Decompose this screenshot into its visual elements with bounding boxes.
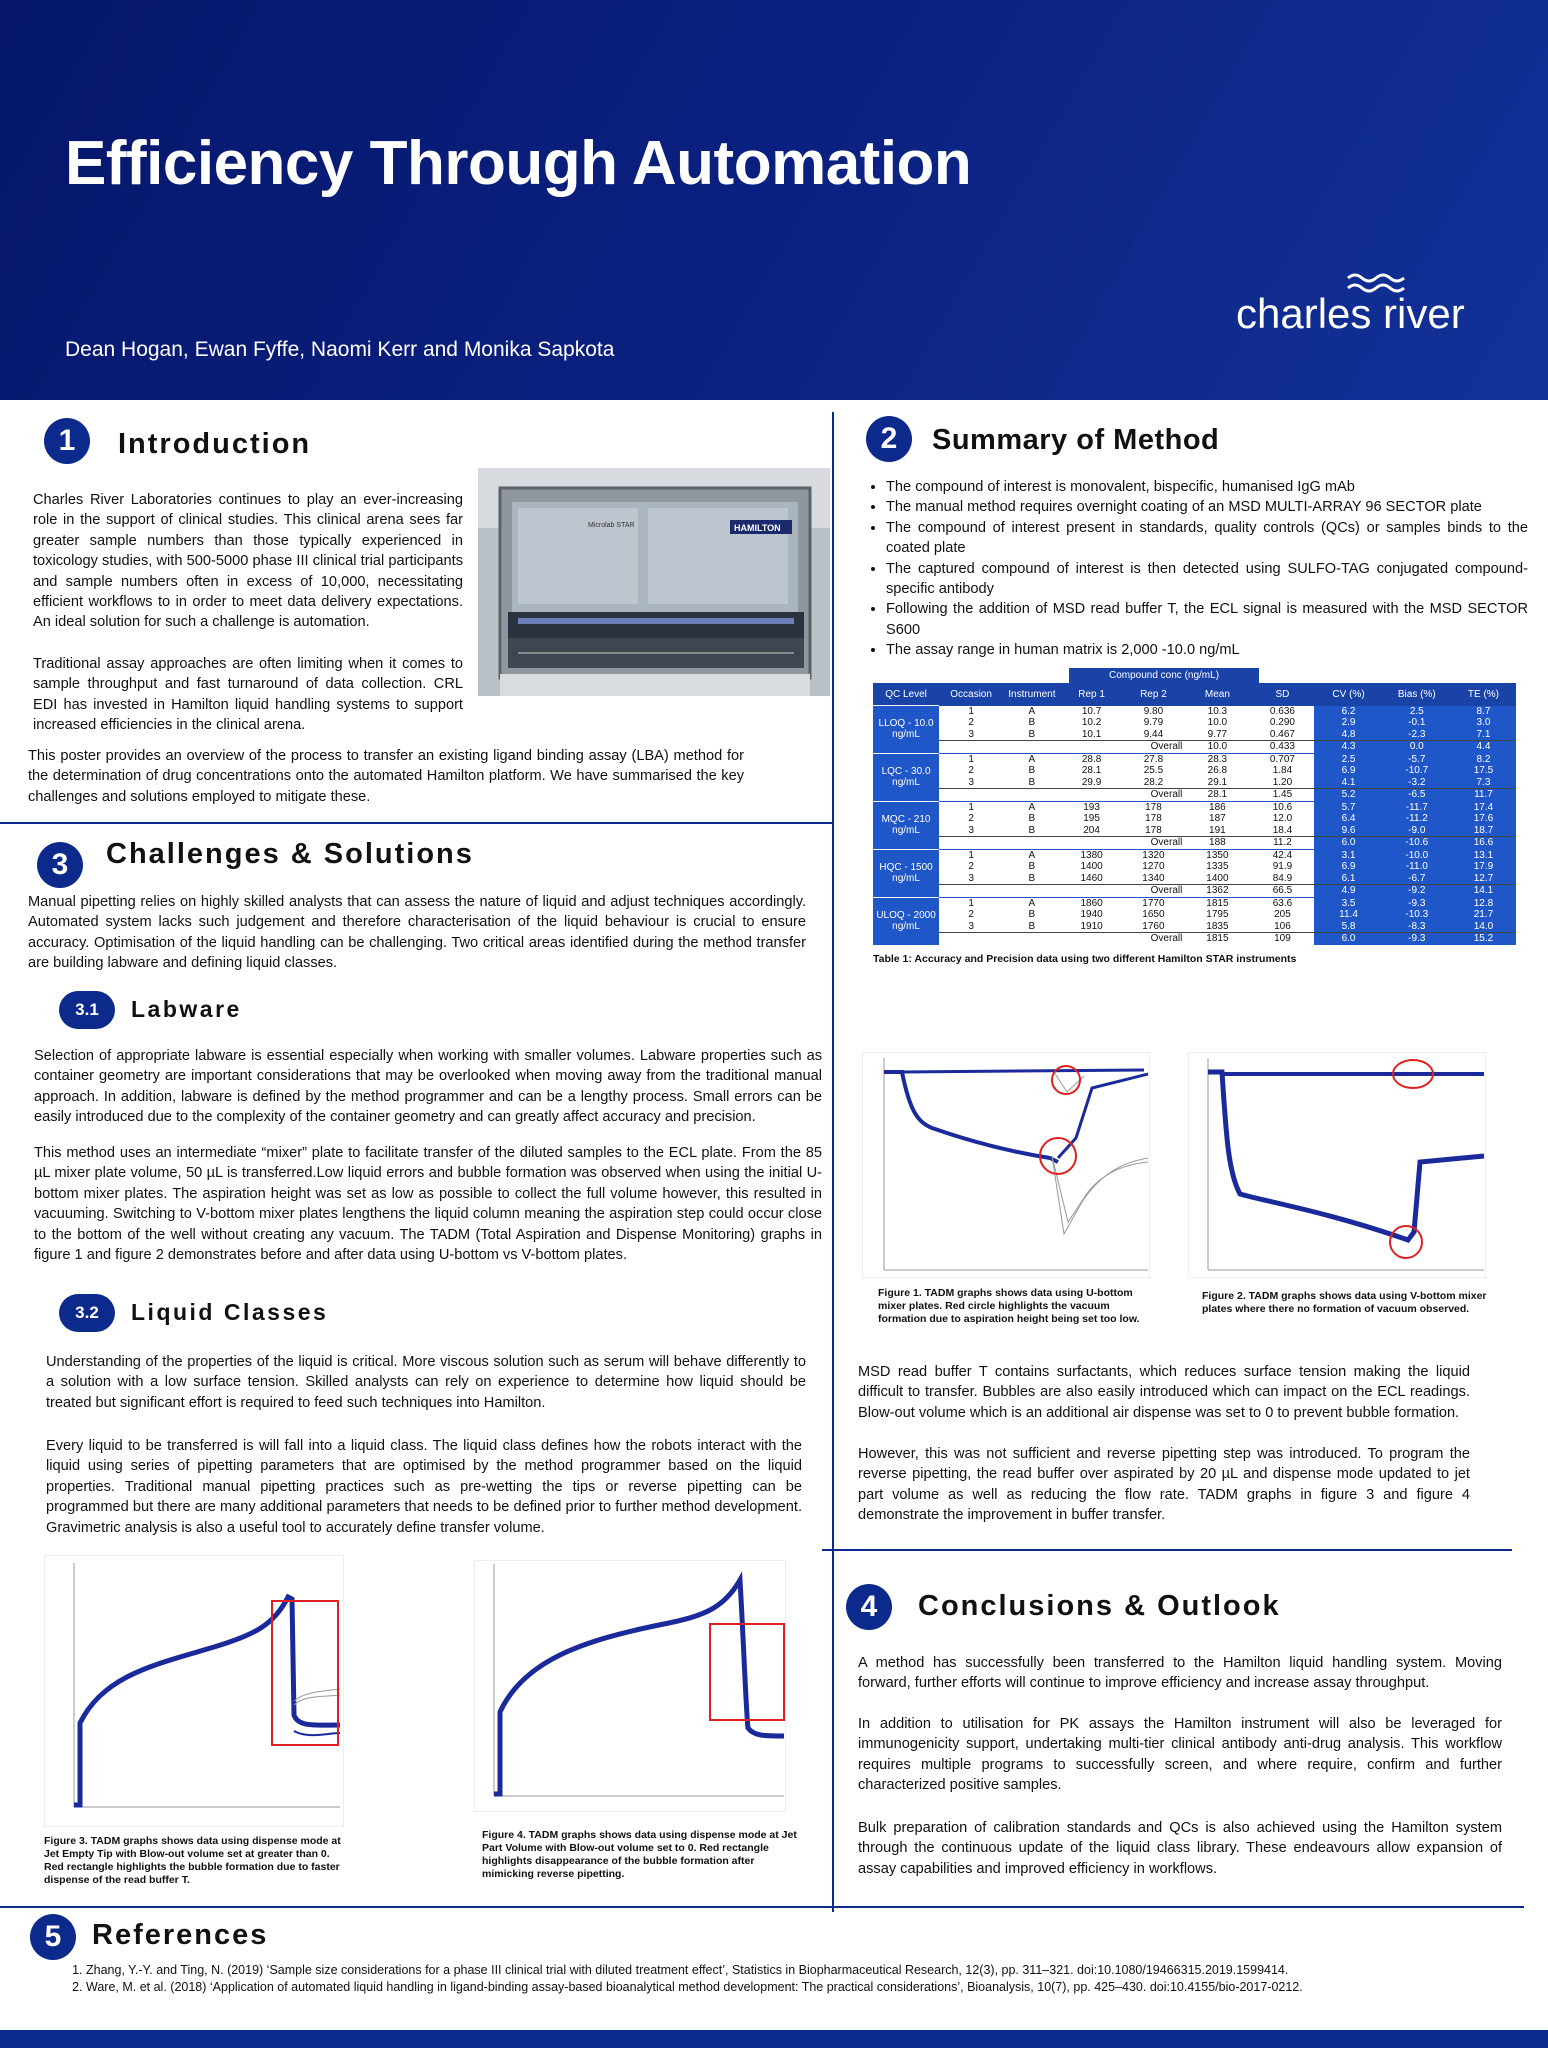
reference-list xyxy=(48,1962,1548,1996)
table-cell: 9.80 xyxy=(1143,705,1164,717)
table-cell: 15.2 xyxy=(1451,933,1516,945)
hamilton-instrument-photo xyxy=(478,468,830,696)
table-cell: B xyxy=(1028,824,1036,836)
table-cell: 1795 xyxy=(1206,909,1229,921)
table-group-header: Compound conc (ng/mL) xyxy=(1069,668,1259,683)
table-cell: 10.7 xyxy=(1081,705,1102,717)
table-cell: 4.4 xyxy=(1451,741,1516,754)
table-cell: 2 xyxy=(968,717,974,729)
table-cell: 42.4 xyxy=(1250,849,1314,861)
reference-item: 2. Ware, M. et al. (2018) ‘Application of automated liquid handling in ligand-binding assay-based bioanalytical method development: The practical considerations’, Bioanalysis, 10(7), pp. 425–430. doi:10.4155/bio-2017-0212. xyxy=(86,1979,1548,1996)
table-cell: 1940 xyxy=(1080,909,1103,921)
table-cell: 1320 xyxy=(1123,849,1185,861)
table-row xyxy=(873,849,1516,861)
table-overall-row xyxy=(873,741,1516,754)
poster-footer-bar xyxy=(0,2030,1548,2048)
table-cell: 1.45 xyxy=(1250,789,1314,802)
section-badge-1: 1 xyxy=(44,418,90,464)
table-cell: B xyxy=(1028,872,1036,884)
table-cell: 26.8 xyxy=(1207,765,1228,777)
table-cell: 5.7 xyxy=(1314,801,1382,813)
section-divider-5 xyxy=(0,1906,1524,1908)
table-cell: 0.290 xyxy=(1269,717,1295,729)
table-cell: 6.1 xyxy=(1314,873,1382,885)
table-cell: 13.1 xyxy=(1451,849,1516,861)
table-cell: 84.9 xyxy=(1272,872,1293,884)
table-cell: 1380 xyxy=(1061,849,1123,861)
overall-label: Overall xyxy=(939,789,1184,802)
table-cell: 3.1 xyxy=(1314,849,1382,861)
conclusions-paragraph-2: In addition to utilisation for PK assays the Hamilton instrument will also be leveraged for immunogenicity support, undertaking multi-tier clinical antibody anti-drug analysis. This workflow requires multiple programs to successfully screen, and where require, confirm and further characterized positive samples. xyxy=(858,1716,1502,1794)
liquid-paragraph-2: Every liquid to be transferred is will fall into a liquid class. The liquid class defines how the robots interact with the liquid using series of pipetting parameters that are optimised by the method programmer based on the liquid properties. Traditional manual pipetting practices such as pre-wetting the tips or reverse pipetting can be programmed but there are many additional parameters that needs to be defined prior to further method development. Gravimetric analysis is also a useful tool to accurately define transfer volume. xyxy=(46,1438,802,1536)
table-row xyxy=(873,801,1516,813)
table-cell: 1 xyxy=(939,801,1003,813)
table-cell: 3 xyxy=(968,824,974,836)
table-cell: 3.5 xyxy=(1314,897,1382,909)
section-divider-4 xyxy=(822,1549,1512,1551)
summary-bullet: • The assay range in human matrix is 2,000 -10.0 ng/mL xyxy=(886,640,1528,660)
table-cell: 25.5 xyxy=(1143,765,1164,777)
figure-4-tadm-graph xyxy=(474,1560,786,1812)
table-cell: -9.3 xyxy=(1383,897,1451,909)
table-cell: A xyxy=(1003,897,1061,909)
section-title-references: References xyxy=(92,1919,269,1951)
table-cell: 187 xyxy=(1209,813,1226,825)
table-overall-row xyxy=(873,789,1516,802)
table-cell: -9.0 xyxy=(1383,825,1451,837)
figure-1-tadm-graph xyxy=(862,1052,1150,1278)
table-cell: 12.7 xyxy=(1451,873,1516,885)
table-cell: 1835 xyxy=(1206,920,1229,932)
table-cell: 10.2 xyxy=(1081,717,1102,729)
table-cell: 7.3 xyxy=(1451,777,1516,789)
table-cell: 6.2 xyxy=(1314,706,1382,718)
qc-level-cell: LLOQ - 10.0 ng/mL xyxy=(873,706,939,754)
table-overall-row xyxy=(873,837,1516,850)
table-cell: 1860 xyxy=(1061,897,1123,909)
liquid-paragraph-3: MSD read buffer T contains surfactants, which reduces surface tension making the liquid difficult to transfer. Bubbles are also easily introduced which can impact on the ECL readings. Blow-out volume which is an additional air dispense was set to 0 to prevent bubble formation. xyxy=(858,1364,1470,1421)
table-cell: 7.1 xyxy=(1451,729,1516,741)
table-cell: 10.6 xyxy=(1250,801,1314,813)
table-cell: 5.8 xyxy=(1314,921,1382,933)
table-row xyxy=(873,706,1516,718)
liquid-paragraph-1: Understanding of the properties of the liquid is critical. More viscous solution such as serum will behave differently to a solution with a low surface tension. Skilled analysts can rely on experience to determine how liquid should be treated but significant effort is required to feed such techniques into Hamilton. xyxy=(46,1354,806,1411)
table-row xyxy=(873,825,1516,837)
table-cell: 2.5 xyxy=(1383,706,1451,718)
table-cell: 9.79 xyxy=(1143,717,1164,729)
table-cell: 8.2 xyxy=(1451,753,1516,765)
table-cell: -10.6 xyxy=(1383,837,1451,850)
table-cell: 0.0 xyxy=(1383,741,1451,754)
table-cell: 1 xyxy=(939,849,1003,861)
table-cell: -9.2 xyxy=(1383,885,1451,898)
photo-label-brand: HAMILTON xyxy=(734,523,781,533)
table-cell: 1400 xyxy=(1206,872,1229,884)
table-cell: 14.0 xyxy=(1451,921,1516,933)
table-row xyxy=(873,729,1516,741)
table-cell: 178 xyxy=(1145,824,1162,836)
table-cell: B xyxy=(1028,765,1036,777)
figure-3-caption: Figure 3. TADM graphs shows data using dispense mode at Jet Empty Tip with Blow-out volume set at greater than 0. Red rectangle highlights the bubble formation due to faster dispense of the read buffer T. xyxy=(44,1835,341,1886)
table-cell: 63.6 xyxy=(1250,897,1314,909)
table-cell: B xyxy=(1028,728,1036,740)
table-cell: 16.6 xyxy=(1451,837,1516,850)
table-cell: 3 xyxy=(968,776,974,788)
section-divider-1 xyxy=(0,822,832,824)
table-cell: 12.8 xyxy=(1451,897,1516,909)
table-cell: 188 xyxy=(1184,837,1250,850)
table-cell: 195 xyxy=(1083,813,1100,825)
table-cell: 2 xyxy=(968,909,974,921)
table-cell: A xyxy=(1028,705,1036,717)
table-cell: -10.7 xyxy=(1383,765,1451,777)
conclusions-paragraph-3: Bulk preparation of calibration standards and QCs is also achieved using the Hamilton system through the continuous update of the liquid class library. These endeavours allow expansion of assay capabilities and improved efficiency in workflows. xyxy=(858,1820,1502,1877)
subsection-badge-3-1: 3.1 xyxy=(59,991,115,1029)
table-cell: 1 xyxy=(939,753,1003,765)
table-cell: 17.4 xyxy=(1451,801,1516,813)
overall-label: Overall xyxy=(939,741,1184,754)
photo-label-model: Microlab STAR xyxy=(588,522,635,529)
summary-bullet: • The captured compound of interest is then detected using SULFO-TAG conjugated compound-specific antibody xyxy=(886,559,1528,600)
column-divider xyxy=(832,412,834,1912)
table-cell: 91.9 xyxy=(1272,861,1293,873)
table-cell: A xyxy=(1003,849,1061,861)
table-column-header: Occasion xyxy=(939,683,1003,706)
charles-river-logo: charles river xyxy=(1236,290,1465,337)
table-cell: B xyxy=(1028,909,1036,921)
table-column-header: Rep 2 xyxy=(1123,683,1185,706)
overall-label: Overall xyxy=(939,885,1184,898)
table-cell: 8.7 xyxy=(1451,706,1516,718)
table-cell: -11.7 xyxy=(1383,801,1451,813)
table-cell: -8.3 xyxy=(1383,921,1451,933)
table-cell: A xyxy=(1003,753,1061,765)
table-overall-row xyxy=(873,933,1516,945)
table-cell: -9.3 xyxy=(1383,933,1451,945)
table-cell: 1270 xyxy=(1142,861,1165,873)
table-cell: 1760 xyxy=(1142,920,1165,932)
table-row xyxy=(873,861,1516,873)
table-cell: 4.8 xyxy=(1314,729,1382,741)
table-cell: A xyxy=(1003,801,1061,813)
table-cell: -10.0 xyxy=(1383,849,1451,861)
section-badge-3: 3 xyxy=(37,842,83,888)
intro-paragraph-3: This poster provides an overview of the process to transfer an existing ligand binding assay (LBA) method for the determination of drug concentrations onto the automated Hamilton platform. We have summarised the key challenges and solutions employed to mitigate these. xyxy=(28,748,744,805)
table-cell: 11.7 xyxy=(1451,789,1516,802)
table-cell: 3 xyxy=(968,920,974,932)
table-cell: B xyxy=(1028,776,1036,788)
table-cell: 11.4 xyxy=(1314,909,1382,921)
table-cell: 9.44 xyxy=(1143,728,1164,740)
labware-paragraph-2: This method uses an intermediate “mixer” plate to facilitate transfer of the diluted samples to the ECL plate. From the 85 µL mixer plate volume, 50 µL is transferred.Low liquid errors and bubble formation was observed when using the initial U-bottom mixer plates. The aspiration height was set as low as possible to collect the full volume however, this resulted in vacuuming. Switching to V-bottom mixer plates lengthens the liquid column meaning the aspiration step could occur close to the bottom of the well without creating any vacuum. The TADM (Total Aspiration and Dispense Monitoring) graphs in figure 1 and figure 2 demonstrates before and after data using U-bottom vs V-bottom plates. xyxy=(34,1145,822,1264)
section-badge-2: 2 xyxy=(866,416,912,462)
table-row xyxy=(873,873,1516,885)
liquid-paragraph-4: However, this was not sufficient and reverse pipetting step was introduced. To program the reverse pipetting, the read buffer over aspirated by 20 µL and dispense mode updated to jet part volume as well as reducing the flow rate. TADM graphs in figure 3 and figure 4 demonstrate the improvement in buffer transfer. xyxy=(858,1446,1470,1524)
table-cell: 1650 xyxy=(1142,909,1165,921)
section-badge-5: 5 xyxy=(30,1914,76,1960)
table-cell: 5.2 xyxy=(1314,789,1382,802)
accuracy-precision-table xyxy=(873,683,1516,945)
table-cell: 3.0 xyxy=(1451,717,1516,729)
table-row xyxy=(873,765,1516,777)
table-column-header: Bias (%) xyxy=(1383,683,1451,706)
table-cell: 0.433 xyxy=(1250,741,1314,754)
table-overall-row xyxy=(873,885,1516,898)
table-column-header: Rep 1 xyxy=(1061,683,1123,706)
table-cell: 28.3 xyxy=(1184,753,1250,765)
table-cell: 178 xyxy=(1145,813,1162,825)
summary-bullet: • The compound of interest present in standards, quality controls (QCs) or samples binds to the coated plate xyxy=(886,518,1528,559)
table-cell: 4.9 xyxy=(1314,885,1382,898)
conclusions-paragraph-1: A method has successfully been transferred to the Hamilton liquid handling system. Moving forward, further efforts will continue to improve efficiency and increase assay throughput. xyxy=(858,1655,1502,1692)
table-cell: 10.0 xyxy=(1207,717,1228,729)
authors: Dean Hogan, Ewan Fyffe, Naomi Kerr and Monika Sapkota xyxy=(65,338,615,361)
section-badge-4: 4 xyxy=(846,1584,892,1630)
table-cell: 28.1 xyxy=(1081,765,1102,777)
table-cell: 1340 xyxy=(1142,872,1165,884)
table-cell: 17.6 xyxy=(1451,813,1516,825)
table-cell: 1362 xyxy=(1184,885,1250,898)
table-cell: 9.6 xyxy=(1314,825,1382,837)
table-cell: 1815 xyxy=(1184,933,1250,945)
table-cell: 1400 xyxy=(1080,861,1103,873)
qc-table-container xyxy=(873,668,1516,966)
table-cell: B xyxy=(1028,861,1036,873)
table-cell: 17.5 xyxy=(1451,765,1516,777)
table-column-header: CV (%) xyxy=(1314,683,1382,706)
table-cell: 178 xyxy=(1123,801,1185,813)
table-cell: -2.3 xyxy=(1383,729,1451,741)
overall-label: Overall xyxy=(939,933,1184,945)
table-cell: 1815 xyxy=(1184,897,1250,909)
subsection-badge-3-2: 3.2 xyxy=(59,1294,115,1332)
table-cell: 109 xyxy=(1250,933,1314,945)
table-cell: 6.4 xyxy=(1314,813,1382,825)
challenges-paragraph: Manual pipetting relies on highly skilled analysts that can assess the nature of liquid and adjust techniques accordingly. Automated system lacks such judgement and therefore characterisation of the liquid behaviour is crucial to ensure accuracy. Optimisation of the liquid handling can be challenging. Two critical areas identified during the method transfer are building labware and defining liquid classes. xyxy=(28,894,806,972)
table-cell: 0.467 xyxy=(1269,728,1295,740)
summary-bullet: • Following the addition of MSD read buffer T, the ECL signal is measured with the MSD SECTOR S600 xyxy=(886,599,1528,640)
intro-paragraph-2: Traditional assay approaches are often limiting when it comes to sample throughput and fast turnaround of data collection. CRL EDI has invested in Hamilton liquid handling systems to support increased efficiencies in the clinical arena. xyxy=(33,656,463,734)
table-cell: 0.636 xyxy=(1269,705,1295,717)
table-cell: 28.2 xyxy=(1143,776,1164,788)
table-cell: 0.707 xyxy=(1250,753,1314,765)
table-row xyxy=(873,813,1516,825)
table-cell: 106 xyxy=(1274,920,1291,932)
table-cell: 3 xyxy=(968,728,974,740)
table-cell: 21.7 xyxy=(1451,909,1516,921)
table-cell: 66.5 xyxy=(1250,885,1314,898)
table-cell: 191 xyxy=(1209,824,1226,836)
table-1-caption: Table 1: Accuracy and Precision data using two different Hamilton STAR instruments xyxy=(873,952,1297,965)
summary-bullet: • The compound of interest is monovalent, bispecific, humanised IgG mAb xyxy=(886,477,1528,497)
table-cell: 1 xyxy=(968,705,974,717)
table-cell: 28.8 xyxy=(1061,753,1123,765)
table-cell: 9.77 xyxy=(1207,728,1228,740)
table-cell: -0.1 xyxy=(1383,717,1451,729)
table-cell: 6.0 xyxy=(1314,933,1382,945)
table-cell: 2.9 xyxy=(1314,717,1382,729)
table-row xyxy=(873,909,1516,921)
table-cell: -6.5 xyxy=(1383,789,1451,802)
qc-level-cell: ULOQ - 2000 ng/mL xyxy=(873,897,939,945)
table-cell: 10.0 xyxy=(1184,741,1250,754)
table-cell: 18.4 xyxy=(1272,824,1293,836)
overall-label: Overall xyxy=(939,837,1184,850)
table-cell: B xyxy=(1028,813,1036,825)
table-cell: -5.7 xyxy=(1383,753,1451,765)
table-cell: -3.2 xyxy=(1383,777,1451,789)
table-cell: 2 xyxy=(968,813,974,825)
subsection-title-labware: Labware xyxy=(131,996,242,1022)
section-title-conclusions: Conclusions & Outlook xyxy=(918,1590,1281,1622)
table-cell: 4.3 xyxy=(1314,741,1382,754)
table-cell: 29.1 xyxy=(1207,776,1228,788)
table-cell: 11.2 xyxy=(1250,837,1314,850)
table-cell: 6.9 xyxy=(1314,765,1382,777)
table-cell: 2.5 xyxy=(1314,753,1382,765)
figure-1-caption: Figure 1. TADM graphs shows data using U-bottom mixer plates. Red circle highlights the vacuum formation due to aspiration height being set too low. xyxy=(878,1287,1140,1325)
figure-2-caption: Figure 2. TADM graphs shows data using V-bottom mixer plates where there no formation of vacuum observed. xyxy=(1202,1290,1487,1315)
table-row xyxy=(873,897,1516,909)
table-cell: 1350 xyxy=(1184,849,1250,861)
subsection-title-liquid-classes: Liquid Classes xyxy=(131,1299,329,1325)
summary-bullet: • The manual method requires overnight coating of an MSD MULTI-ARRAY 96 SECTOR plate xyxy=(886,497,1528,517)
table-cell: 29.9 xyxy=(1081,776,1102,788)
qc-level-cell: LQC - 30.0 ng/mL xyxy=(873,753,939,801)
section-title-introduction: Introduction xyxy=(118,428,312,460)
table-cell: -6.7 xyxy=(1383,873,1451,885)
table-column-header: Instrument xyxy=(1003,683,1061,706)
table-cell: 10.1 xyxy=(1081,728,1102,740)
table-column-header: QC Level xyxy=(873,683,939,706)
table-cell: 193 xyxy=(1061,801,1123,813)
reference-item: 1. Zhang, Y.-Y. and Ting, N. (2019) ‘Sample size considerations for a phase III clinical trial with diluted treatment effect’, Statistics in Biopharmaceutical Research, 12(3), pp. 311–321. doi:10.1080/19466315.2019.1599414. xyxy=(86,1962,1548,1979)
section-title-challenges: Challenges & Solutions xyxy=(106,838,474,870)
table-cell: B xyxy=(1028,717,1036,729)
table-cell: 12.0 xyxy=(1272,813,1293,825)
figure-4-caption: Figure 4. TADM graphs shows data using dispense mode at Jet Part Volume with Blow-out volume set to 0. Red rectangle highlights disappearance of the bubble formation after mimicking reverse pipetting. xyxy=(482,1829,797,1880)
table-cell: -11.0 xyxy=(1383,861,1451,873)
qc-level-cell: MQC - 210 ng/mL xyxy=(873,801,939,849)
labware-paragraph-1: Selection of appropriate labware is essential especially when working with smaller volumes. Labware properties such as container geometry are important considerations that may be overlooked when moving away from the traditional manual approach. In addition, labware is defined by the method programmer and can be a lengthy process. Small errors can be easily introduced due to the complexity of the container geometry and can greatly affect accuracy and precision. xyxy=(34,1048,822,1126)
table-cell: -11.2 xyxy=(1383,813,1451,825)
section-title-summary: Summary of Method xyxy=(932,424,1220,456)
table-row xyxy=(873,717,1516,729)
table-cell: 2 xyxy=(968,765,974,777)
table-cell: 1 xyxy=(939,897,1003,909)
table-cell: 27.8 xyxy=(1123,753,1185,765)
table-cell: 1.20 xyxy=(1272,776,1293,788)
table-cell: 10.3 xyxy=(1207,705,1228,717)
intro-paragraph-1: Charles River Laboratories continues to play an ever-increasing role in the support of clinical studies. This clinical arena sees far greater sample numbers than those typically experienced in toxicology studies, with 500-5000 phase III clinical trial participants and sample numbers often in excess of 10,000, necessitating efficient workflows to in order to meet data delivery expectations. An ideal solution for such a challenge is automation. xyxy=(33,492,463,631)
table-cell: 18.7 xyxy=(1451,825,1516,837)
table-cell: 186 xyxy=(1184,801,1250,813)
table-cell: 4.1 xyxy=(1314,777,1382,789)
table-cell: 6.9 xyxy=(1314,861,1382,873)
table-cell: 6.0 xyxy=(1314,837,1382,850)
table-cell: 14.1 xyxy=(1451,885,1516,898)
table-cell: 3 xyxy=(968,872,974,884)
table-column-header: Mean xyxy=(1184,683,1250,706)
table-cell: 2 xyxy=(968,861,974,873)
table-cell: 1910 xyxy=(1080,920,1103,932)
poster-title: Efficiency Through Automation xyxy=(65,129,972,198)
table-row xyxy=(873,777,1516,789)
table-cell: -10.3 xyxy=(1383,909,1451,921)
table-cell: 1770 xyxy=(1123,897,1185,909)
table-row xyxy=(873,921,1516,933)
table-cell: 1.84 xyxy=(1272,765,1293,777)
figure-3-tadm-graph xyxy=(44,1555,344,1827)
qc-level-cell: HQC - 1500 ng/mL xyxy=(873,849,939,897)
table-row xyxy=(873,753,1516,765)
figure-2-tadm-graph xyxy=(1188,1052,1486,1278)
table-column-header: SD xyxy=(1250,683,1314,706)
table-cell: 1460 xyxy=(1080,872,1103,884)
table-cell: 17.9 xyxy=(1451,861,1516,873)
table-column-header: TE (%) xyxy=(1451,683,1516,706)
summary-bullet-list xyxy=(864,477,1528,661)
table-cell: 205 xyxy=(1274,909,1291,921)
table-cell: 1335 xyxy=(1206,861,1229,873)
table-cell: 204 xyxy=(1083,824,1100,836)
table-cell: B xyxy=(1028,920,1036,932)
table-cell: 28.1 xyxy=(1184,789,1250,802)
